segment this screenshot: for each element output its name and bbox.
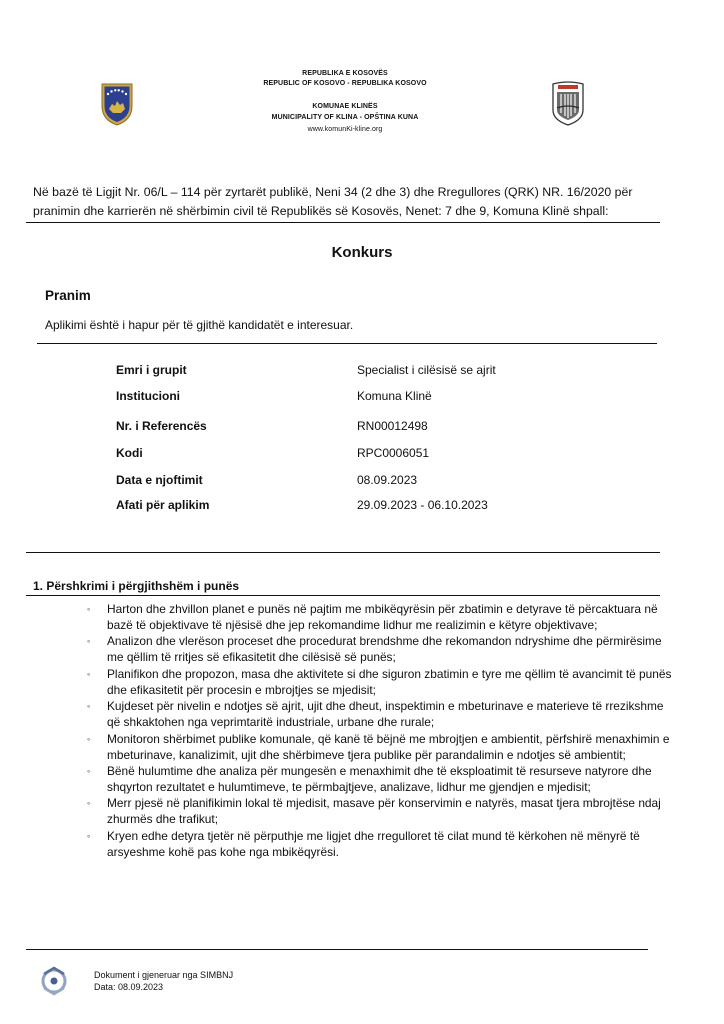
duty-text: Planifikon dhe propozon, masa dhe aktivitete si dhe siguron zbatimin e tyre me qëllim të avancimit të punës dhe efikasitetit për procesin e mbrojtjes se mjedisit; [107, 666, 672, 697]
duties-list [84, 602, 674, 861]
bullet-icon: ◦ [87, 701, 91, 712]
footer-text [94, 969, 233, 993]
details-label: Kodi [116, 446, 143, 460]
details-row [116, 389, 616, 409]
header-website: www.komunKi-kline.org [307, 126, 383, 133]
intro-paragraph: Në bazë të Ligjit Nr. 06/L – 114 për zyrtarët publikë, Neni 34 (2 dhe 3) dhe Rregullores (QRK) NR. 16/2020 për pranimin dhe karrierën në shërbimin civil të Republikës së Kosovës, Nenet: 7 dhe 9, Komuna Klinë shpall: [33, 185, 633, 218]
details-label: Institucioni [116, 389, 180, 403]
divider [26, 222, 660, 223]
duty-list-item [84, 699, 674, 731]
details-value: RN00012498 [357, 419, 428, 433]
duty-list-item [84, 764, 674, 796]
divider [37, 343, 657, 344]
divider [26, 595, 660, 596]
duty-list-item [84, 829, 674, 861]
footer-generated-by: Dokument i gjeneruar nga SIMBNJ [94, 970, 234, 980]
bullet-icon: ◦ [87, 604, 91, 614]
duty-list-item [84, 796, 674, 828]
duty-text: Kujdeset për nivelin e ndotjes së ajrit, ujit dhe dheut, inspektimin e mbeturinave e materieve të rrezikshme që shkaktohen nga veprimtaritë industriale, urbane dhe rurale; [107, 699, 664, 730]
header-municipality: KOMUNAE KLINËS [312, 103, 378, 110]
details-row [116, 473, 616, 493]
details-value: Specialist i cilësisë se ajrit [357, 363, 496, 377]
details-value: RPC0006051 [357, 446, 430, 460]
klina-municipality-emblem-icon [551, 80, 585, 126]
bullet-icon: ◦ [87, 636, 91, 647]
simbnj-logo-icon [38, 964, 70, 998]
details-label: Data e njoftimit [116, 473, 203, 487]
details-label: Nr. i Referencës [116, 419, 207, 433]
details-row [116, 363, 616, 383]
duty-list-item [84, 732, 674, 764]
bullet-icon: ◦ [87, 766, 91, 777]
bullet-icon: ◦ [87, 830, 91, 841]
duty-text: Merr pjesë në planifikimin lokal të mjedisit, masave për konservimin e natyrës, masat tjera mbrojtëse ndaj zhurmës dhe trafikut; [107, 796, 661, 827]
duty-list-item [84, 634, 674, 666]
details-value: 08.09.2023 [357, 473, 418, 487]
duty-list-item [84, 667, 674, 699]
details-row [116, 419, 616, 439]
details-row [116, 498, 616, 518]
details-label: Afati për aplikim [116, 498, 210, 512]
section-heading-pranim: Pranim [45, 288, 91, 303]
bullet-icon: ◦ [87, 668, 91, 679]
section-heading-job-description: 1. Përshkrimi i përgjithshëm i punës [33, 579, 240, 593]
duty-text: Bënë hulumtime dhe analiza për mungesën e menaxhimit dhe të eksploatimit të resurseve natyrore dhe shqyrton rezultatet e hulumtimeve, te përmbajtjeve, analizave, lidhur me gjendjen e mjedisit; [107, 764, 652, 794]
open-application-text: Aplikimi është i hapur për të gjithë kandidatët e interesuar. [45, 318, 354, 332]
details-value: 29.09.2023 - 06.10.2023 [357, 498, 488, 512]
details-label: Emri i grupit [116, 363, 187, 377]
divider [26, 552, 660, 553]
header-country: REPUBLIKA E KOSOVËS [302, 70, 388, 77]
kosovo-coat-of-arms-icon [100, 82, 134, 126]
footer-date: Data: 08.09.2023 [94, 982, 164, 992]
details-row [116, 446, 616, 466]
duty-text: Analizon dhe vlerëson proceset dhe procedurat brendshme dhe rekomandon ndryshime dhe përmirësime me qëllim të rritjes së efikasitetit dhe cilësisë së punës; [107, 634, 662, 665]
divider [26, 949, 648, 950]
bullet-icon: ◦ [87, 733, 91, 744]
duty-text: Kryen edhe detyra tjetër në përputhje me ligjet dhe rregulloret të cilat mund të kërkohen në mënyrë të arsyeshme kohë pas kohe nga mbikëqyrësi. [107, 828, 640, 859]
bullet-icon: ◦ [87, 798, 91, 809]
duty-text: Harton dhe zhvillon planet e punës në pajtim me mbikëqyrësin për zbatimin e detyrave të përcaktuara në bazë të objektivave të njësisë dhe jep rekomandime lidhur me realizimin e këtyre objektivave; [107, 602, 658, 632]
page-title: Konkurs [331, 244, 393, 261]
details-value: Komuna Klinë [357, 389, 432, 403]
duty-list-item [84, 602, 674, 634]
header-municipality-translations: MUNICIPALITY OF KLINA - OPŠTINA KUNA [271, 114, 419, 121]
header-country-translations: REPUBLIC OF KOSOVO - REPUBLIKA KOSOVO [263, 80, 427, 87]
duty-text: Monitoron shërbimet publike komunale, që kanë të bëjnë me mbrojtjen e ambientit, përfshirë menaxhimin e mbeturinave, kanalizimit, ujit dhe shërbimeve tjera publike për parandalimin e ndotjes së ambientit; [107, 731, 670, 762]
